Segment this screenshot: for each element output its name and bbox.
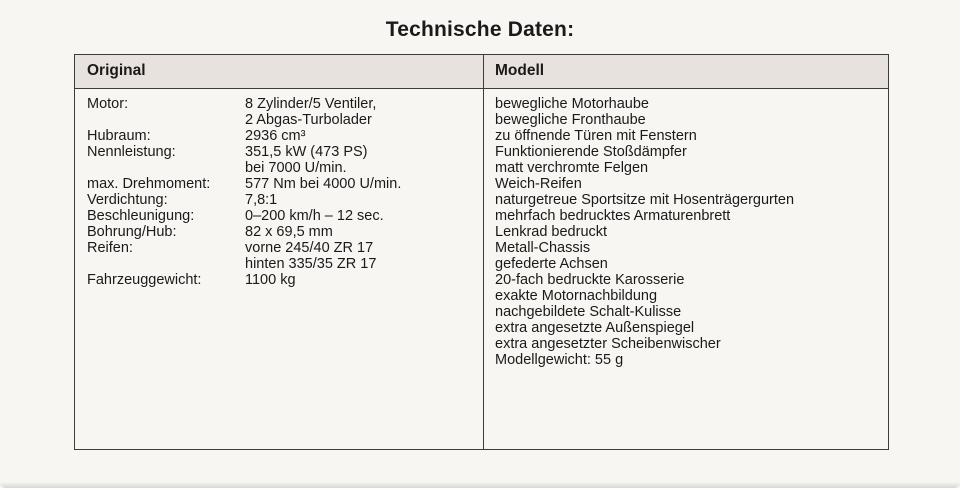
feature-item: matt verchromte Felgen — [495, 160, 649, 176]
spec-row — [87, 192, 477, 208]
model-features-list — [495, 96, 885, 368]
spec-label: Beschleunigung: — [87, 208, 195, 224]
spec-value: 7,8:1 — [245, 192, 278, 208]
spec-label: Motor: — [87, 96, 129, 112]
spec-row — [87, 176, 477, 192]
feature-item: Funktionierende Stoßdämpfer — [495, 144, 687, 160]
spec-values — [245, 208, 477, 224]
spec-label: Nennleistung: — [87, 144, 176, 160]
feature-item: mehrfach bedrucktes Armaturenbrett — [495, 208, 731, 224]
spec-values — [245, 128, 477, 144]
table-header — [75, 55, 888, 89]
original-specs-list — [87, 96, 477, 288]
feature-item: Lenkrad bedruckt — [495, 224, 608, 240]
feature-item: extra angesetzte Außenspiegel — [495, 320, 695, 336]
spec-value: hinten 335/35 ZR 17 — [245, 256, 377, 272]
feature-item: bewegliche Motorhaube — [495, 96, 649, 112]
spec-row — [87, 128, 477, 144]
column-header-original: Original — [87, 62, 146, 79]
spec-value: bei 7000 U/min. — [245, 160, 347, 176]
feature-item: nachgebildete Schalt-Kulisse — [495, 304, 682, 320]
spec-value: 577 Nm bei 4000 U/min. — [245, 176, 402, 192]
feature-item: extra angesetzter Scheibenwischer — [495, 336, 721, 352]
spec-label: Verdichtung: — [87, 192, 168, 208]
feature-item: 20-fach bedruckte Karosserie — [495, 272, 685, 288]
spec-value: 1100 kg — [245, 272, 296, 288]
feature-item: exakte Motornachbildung — [495, 288, 658, 304]
spec-values — [245, 144, 477, 176]
column-header-modell: Modell — [495, 62, 545, 79]
spec-value: vorne 245/40 ZR 17 — [245, 240, 374, 256]
spec-row — [87, 224, 477, 240]
spec-label: Bohrung/Hub: — [87, 224, 177, 240]
feature-item: Modellgewicht: 55 g — [495, 352, 624, 368]
page-title: Technische Daten: — [385, 18, 575, 41]
feature-item: Weich-Reifen — [495, 176, 582, 192]
spec-row — [87, 208, 477, 224]
feature-item: gefederte Achsen — [495, 256, 608, 272]
feature-item: zu öffnende Türen mit Fenstern — [495, 128, 697, 144]
spec-value: 2936 cm³ — [245, 128, 306, 144]
spec-value: 0–200 km/h – 12 sec. — [245, 208, 384, 224]
spec-row — [87, 96, 477, 128]
spec-values — [245, 176, 477, 192]
spec-label: Fahrzeuggewicht: — [87, 272, 202, 288]
spec-row — [87, 240, 477, 272]
feature-item: naturgetreue Sportsitze mit Hosenträgergurten — [495, 192, 795, 208]
spec-label: Hubraum: — [87, 128, 151, 144]
spec-values — [245, 240, 477, 272]
spec-label: max. Drehmoment: — [87, 176, 211, 192]
spec-value: 351,5 kW (473 PS) — [245, 144, 368, 160]
spec-label: Reifen: — [87, 240, 133, 256]
feature-item: bewegliche Fronthaube — [495, 112, 646, 128]
spec-values — [245, 224, 477, 240]
spec-table — [74, 54, 889, 450]
spec-values — [245, 272, 477, 288]
spec-row — [87, 272, 477, 288]
spec-row — [87, 144, 477, 176]
spec-values — [245, 192, 477, 208]
spec-values — [245, 96, 477, 128]
spec-value: 8 Zylinder/5 Ventiler, — [245, 96, 377, 112]
feature-item: Metall-Chassis — [495, 240, 591, 256]
spec-value: 82 x 69,5 mm — [245, 224, 333, 240]
spec-value: 2 Abgas-Turbolader — [245, 112, 372, 128]
column-divider — [483, 55, 484, 449]
